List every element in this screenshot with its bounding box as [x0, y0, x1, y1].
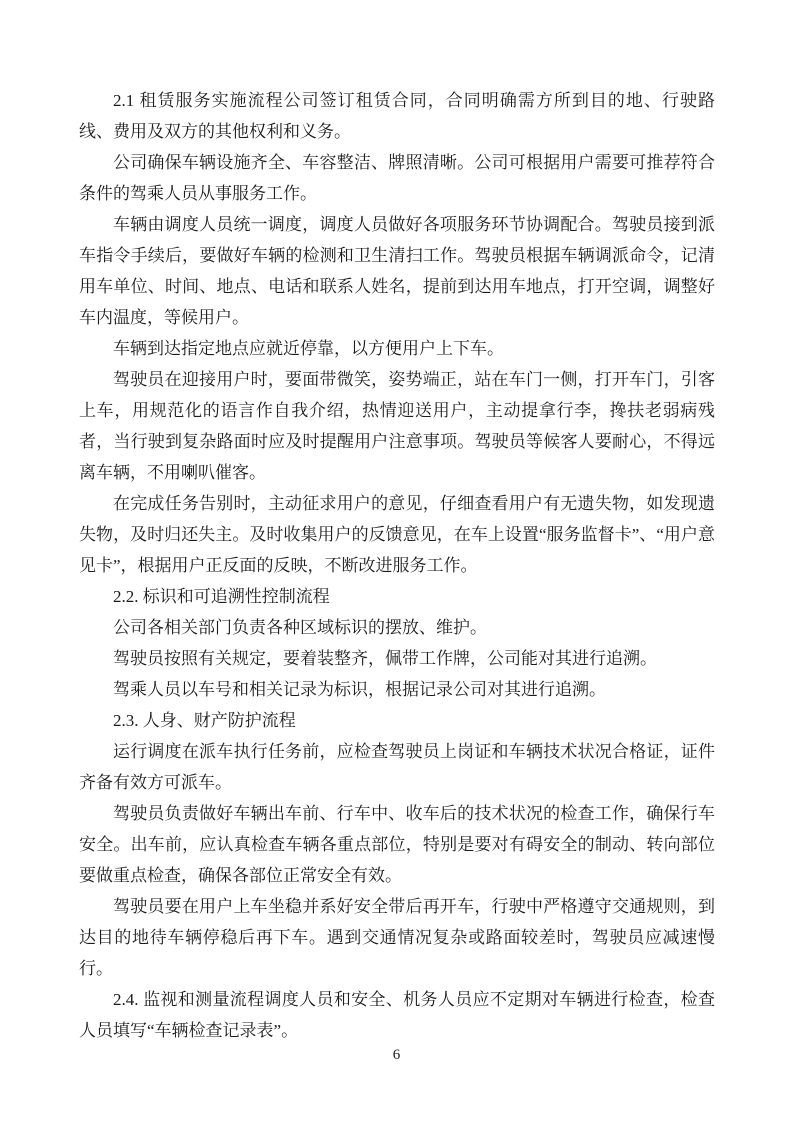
- paragraph: 驾驶员负责做好车辆出车前、行车中、收车后的技术状况的检查工作，确保行车安全。出车前，应认真检查车辆各重点部位，特别是要对有碍安全的制动、转向部位要做重点检查，确保各部位正常安全有效。: [79, 804, 715, 885]
- paragraph: 车辆由调度人员统一调度，调度人员做好各项服务环节协调配合。驾驶员接到派车指令手续后，要做好车辆的检测和卫生清扫工作。驾驶员根据车辆调派命令，记清用车单位、时间、地点、电话和联系人姓名，提前到达用车地点，打开空调，调整好车内温度，等候用户。: [79, 215, 715, 327]
- paragraph: 公司各相关部门负责各种区域标识的摆放、维护。: [113, 618, 487, 637]
- paragraph: 驾乘人员以车号和相关记录为标识，根据记录公司对其进行追溯。: [113, 680, 606, 699]
- page-footer: [0, 1046, 793, 1064]
- paragraph: 车辆到达指定地点应就近停靠，以方便用户上下车。: [113, 339, 504, 358]
- paragraph: 2.4. 监视和测量流程调度人员和安全、机务人员应不定期对车辆进行检查，检查人员填写“车辆检查记录表”。: [79, 990, 715, 1040]
- paragraph: 运行调度在派车执行任务前，应检查驾驶员上岗证和车辆技术状况合格证，证件齐备有效方可派车。: [79, 742, 715, 792]
- document-body: [79, 85, 715, 1046]
- section-heading: 2.3. 人身、财产防护流程: [113, 711, 296, 730]
- paragraph: 驾驶员要在用户上车坐稳并系好安全带后再开车，行驶中严格遵守交通规则，到达目的地待车辆停稳后再下车。遇到交通情况复杂或路面较差时，驾驶员应减速慢行。: [79, 897, 715, 978]
- paragraph: 在完成任务告别时，主动征求用户的意见，仔细查看用户有无遗失物，如发现遗失物，及时归还失主。及时收集用户的反馈意见，在车上设置“服务监督卡”、“用户意见卡”，根据用户正反面的反映，不断改进服务工作。: [79, 494, 715, 575]
- paragraph: 驾驶员在迎接用户时，要面带微笑，姿势端正，站在车门一侧，打开车门，引客上车，用规范化的语言作自我介绍，热情迎送用户，主动提拿行李，搀扶老弱病残者，当行驶到复杂路面时应及时提醒用户注意事项。驾驶员等候客人要耐心，不得远离车辆，不用喇叭催客。: [79, 370, 715, 482]
- page-number: 6: [392, 1047, 401, 1063]
- paragraph: 驾驶员按照有关规定，要着装整齐，佩带工作牌，公司能对其进行追溯。: [113, 649, 657, 668]
- paragraph: 2.1 租赁服务实施流程公司签订租赁合同，合同明确需方所到目的地、行驶路线、费用及双方的其他权利和义务。: [79, 91, 715, 141]
- section-heading: 2.2. 标识和可追溯性控制流程: [113, 587, 330, 606]
- paragraph: 公司确保车辆设施齐全、车容整洁、牌照清晰。公司可根据用户需要可推荐符合条件的驾乘人员从事服务工作。: [79, 153, 715, 203]
